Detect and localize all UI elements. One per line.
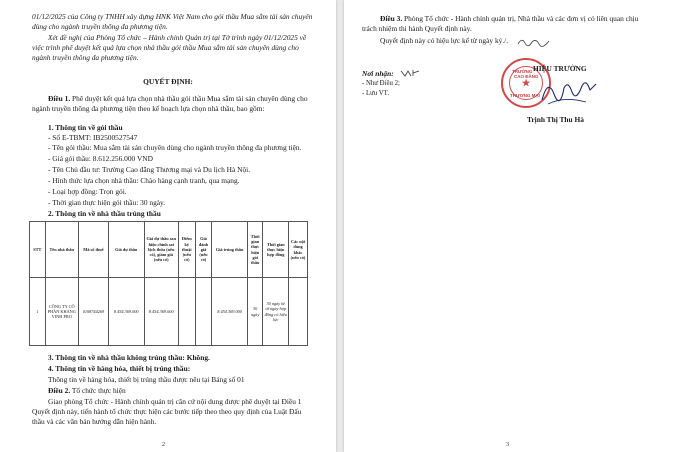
signer-title: HIỆU TRƯỞNG: [533, 64, 587, 73]
intro-line: Xét đề nghị của Phòng Tổ chức – Hành chính Quản trị tại Tờ trình ngày 01/12/2025 về: [48, 33, 307, 42]
table-header: Mã số thuế: [78, 222, 108, 278]
section-2-title: 2. Thông tin về nhà thầu trúng thầu: [48, 209, 161, 218]
table-cell: 8.454.369.000: [108, 278, 144, 346]
section-3: 3. Thông tin về nhà thầu không trúng thầu: Không.: [48, 353, 210, 362]
article-1-label: Điều 1.: [48, 94, 71, 103]
table-cell: 30 ngày kể từ ngày hợp đồng có hiệu lực: [263, 278, 289, 346]
article-2-title: Tổ chức thực hiện: [70, 386, 126, 395]
package-item: - Hình thức lựa chọn nhà thầu: Chào hàng cạnh tranh, qua mạng.: [48, 176, 240, 185]
table-row: [30, 278, 308, 346]
decision-heading: QUYẾT ĐỊNH:: [143, 77, 193, 86]
signer-name: Trịnh Thị Thu Hà: [527, 115, 584, 124]
article-2-label: Điều 2.: [48, 386, 71, 395]
document-page-2: [0, 0, 336, 452]
table-header: Thời gian thực hiện gói thầu: [247, 222, 263, 278]
page-number: 2: [162, 442, 165, 448]
signature: [538, 74, 598, 110]
initial-mark: [399, 68, 421, 78]
table-header-row: [30, 222, 308, 278]
article-3-line-2: trách nhiệm thi hành Quyết định này.: [362, 24, 472, 33]
table-cell: 8.454.369.000: [144, 278, 178, 346]
table-header: Các nội dung khác (nếu có): [289, 222, 308, 278]
table-cell: [178, 278, 195, 346]
table-header: Điểm kỹ thuật (nếu có): [178, 222, 195, 278]
recipient-item: - Như Điều 2;: [362, 80, 400, 87]
recipient-item: - Lưu VT.: [362, 90, 390, 97]
article-2-text: Giao phòng Tổ chức - Hành chính quản trị căn cứ nội dung được phê duyệt tại Điều 1 Quyết định này, tiến hành tổ chức thực hiện các bước tiếp theo theo quy định của Luật Đấu thầu và các văn bản hướng dẫn hiện hành.: [32, 397, 302, 426]
article-3-label: Điều 3.: [380, 14, 403, 23]
intro-line: 01/12/2025 của Công ty TNHH xây dựng HNK Việt Nam cho gói thầu Mua sắm tài sản chuyên: [32, 12, 313, 21]
table-cell: [289, 278, 308, 346]
table-cell: CÔNG TY CỔ PHẦN KHANG VINH PRO: [45, 278, 78, 346]
table-header: Giá đánh giá (nếu có): [195, 222, 212, 278]
effective-statement: Quyết định này có hiệu lực kể từ ngày ký./.: [380, 36, 509, 45]
package-item: - Thời gian thực hiện gói thầu: 30 ngày.: [48, 198, 166, 207]
table-cell: [195, 278, 212, 346]
intro-line: dùng cho ngành truyền thông đa phương tiện.: [32, 22, 168, 31]
package-item: - Giá gói thầu: 8.612.256.000 VND: [48, 154, 153, 163]
article-3-line-1: Phòng Tổ chức - Hành chính quản trị, Nhà thầu và các đơn vị có liên quan chịu: [402, 14, 639, 23]
initial-mark: [516, 36, 552, 48]
article-2-heading: [48, 386, 126, 396]
package-item: - Loại hợp đồng: Trọn gói.: [48, 187, 127, 196]
article-1: [32, 94, 314, 114]
intro-line: việc trình phê duyệt kết quả lựa chọn nhà thầu gói thầu Mua sắm tài sản chuyên dùng cho: [32, 43, 299, 52]
article-1-text: Phê duyệt kết quả lựa chọn nhà thầu gói thầu Mua sắm tài sản chuyên dùng cho ngành truyền thông đa phương tiện theo kế hoạch lựa chọn nhà thầu, bao gồm:: [32, 94, 308, 113]
page-number: 3: [506, 442, 509, 448]
table-cell: 0108744269: [78, 278, 108, 346]
recipients-label: Nơi nhận:: [362, 69, 394, 78]
winning-bidder-table: [29, 221, 308, 346]
table-header: STT: [30, 222, 46, 278]
table-cell: 1: [30, 278, 46, 346]
table-header: Giá dự thầu: [108, 222, 144, 278]
table-header: Giá trúng thầu: [212, 222, 248, 278]
table-header: Giá dự thầu sau hiệu chỉnh sai lệch thừa (nếu có), giảm giá (nếu có): [144, 222, 178, 278]
star-icon: ★: [521, 77, 531, 90]
intro-line: ngành truyền thông đa phương tiện.: [32, 53, 139, 62]
package-item: - Tên gói thầu: Mua sắm tài sản chuyên dùng cho ngành truyền thông đa phương tiện.: [48, 143, 302, 152]
table-cell: 30 ngày: [247, 278, 263, 346]
package-item: - Tên Chủ đầu tư: Trường Cao đẳng Thương mại và Du lịch Hà Nội.: [48, 165, 251, 174]
article-3: [380, 14, 638, 24]
section-1-title: 1. Thông tin về gói thầu: [48, 123, 123, 132]
table-header: Thời gian thực hiện hợp đồng: [263, 222, 289, 278]
section-4-title: 4. Thông tin về hàng hóa, thiết bị trúng thầu:: [48, 364, 191, 373]
package-item: - Số E-TBMT: IB2500527547: [48, 133, 138, 142]
table-header: Tên nhà thầu: [45, 222, 78, 278]
official-seal: ★ TRƯỜNG CAO ĐẲNG THƯƠNG MẠI: [501, 58, 551, 108]
section-4-text: Thông tin về hàng hóa, thiết bị trúng thầu được nêu tại Bảng số 01: [48, 375, 245, 384]
table-cell: 8.454.369.000: [212, 278, 248, 346]
